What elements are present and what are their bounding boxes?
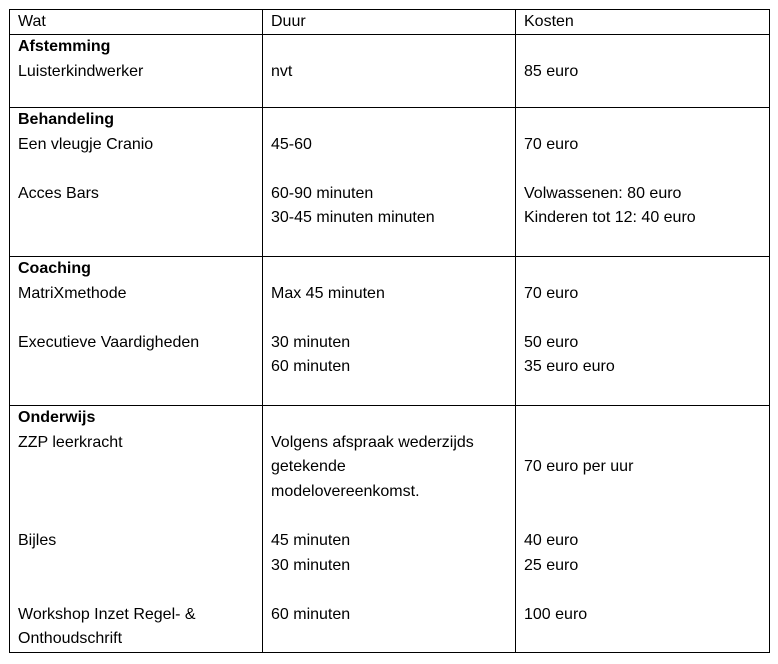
item-kosten: 100 euro bbox=[524, 605, 588, 623]
coaching-wat-cell bbox=[10, 257, 263, 406]
item-name: MatriXmethode bbox=[18, 284, 127, 302]
coaching-kosten-cell bbox=[516, 257, 770, 406]
item-name: Een vleugje Cranio bbox=[18, 135, 154, 153]
tarieven-table bbox=[9, 9, 770, 653]
section-title-onderwijs: Onderwijs bbox=[18, 409, 96, 426]
item-name: Workshop Inzet Regel- & bbox=[18, 605, 196, 623]
item-kosten: 40 euro bbox=[524, 531, 579, 549]
item-kosten: 50 euro bbox=[524, 333, 579, 351]
item-kosten: Volwassenen: 80 euro bbox=[524, 184, 682, 202]
onderwijs-wat-cell bbox=[10, 406, 263, 653]
item-duur: 30 minuten bbox=[271, 333, 351, 351]
section-afstemming bbox=[10, 35, 770, 108]
item-kosten: 70 euro bbox=[524, 284, 579, 302]
item-duur: Volgens afspraak wederzijds bbox=[271, 433, 474, 451]
onderwijs-duur-cell bbox=[263, 406, 516, 653]
section-title-behandeling: Behandeling bbox=[18, 111, 115, 128]
item-duur: 60 minuten bbox=[271, 605, 351, 623]
item-kosten: 70 euro per uur bbox=[524, 458, 634, 476]
item-kosten: 85 euro bbox=[524, 62, 579, 80]
item-duur: 30-45 minuten minuten bbox=[271, 209, 435, 227]
item-duur: 30 minuten bbox=[271, 556, 351, 574]
onderwijs-kosten-cell bbox=[516, 406, 770, 653]
item-duur: Max 45 minuten bbox=[271, 284, 385, 302]
section-onderwijs bbox=[10, 406, 770, 653]
item-name: ZZP leerkracht bbox=[18, 433, 123, 451]
item-duur: 45 minuten bbox=[271, 531, 351, 549]
item-duur: modelovereenkomst. bbox=[271, 482, 420, 500]
item-duur: 45-60 bbox=[271, 135, 312, 153]
header-row bbox=[10, 10, 770, 35]
section-behandeling bbox=[10, 108, 770, 257]
item-name: Executieve Vaardigheden bbox=[18, 333, 200, 351]
item-kosten: 35 euro euro bbox=[524, 358, 615, 376]
item-duur: getekende bbox=[271, 458, 346, 476]
item-kosten: 70 euro bbox=[524, 135, 579, 153]
item-name: Acces Bars bbox=[18, 184, 99, 202]
item-kosten: Kinderen tot 12: 40 euro bbox=[524, 209, 696, 227]
item-duur: nvt bbox=[271, 62, 293, 80]
afstemming-duur-cell bbox=[263, 35, 516, 108]
section-title-afstemming: Afstemming bbox=[18, 38, 111, 55]
behandeling-kosten-cell bbox=[516, 108, 770, 257]
header-wat: Wat bbox=[10, 10, 263, 35]
item-kosten: 25 euro bbox=[524, 556, 579, 574]
section-coaching bbox=[10, 257, 770, 406]
section-title-coaching: Coaching bbox=[18, 260, 91, 277]
behandeling-wat-cell bbox=[10, 108, 263, 257]
item-name: Luisterkindwerker bbox=[18, 62, 144, 80]
coaching-duur-cell bbox=[263, 257, 516, 406]
item-duur: 60-90 minuten bbox=[271, 184, 374, 202]
header-kosten: Kosten bbox=[516, 10, 770, 35]
header-duur: Duur bbox=[263, 10, 516, 35]
item-name: Onthoudschrift bbox=[18, 630, 123, 648]
item-name: Bijles bbox=[18, 531, 57, 549]
afstemming-wat-cell bbox=[10, 35, 263, 108]
behandeling-duur-cell bbox=[263, 108, 516, 257]
item-duur: 60 minuten bbox=[271, 358, 351, 376]
afstemming-kosten-cell bbox=[516, 35, 770, 108]
